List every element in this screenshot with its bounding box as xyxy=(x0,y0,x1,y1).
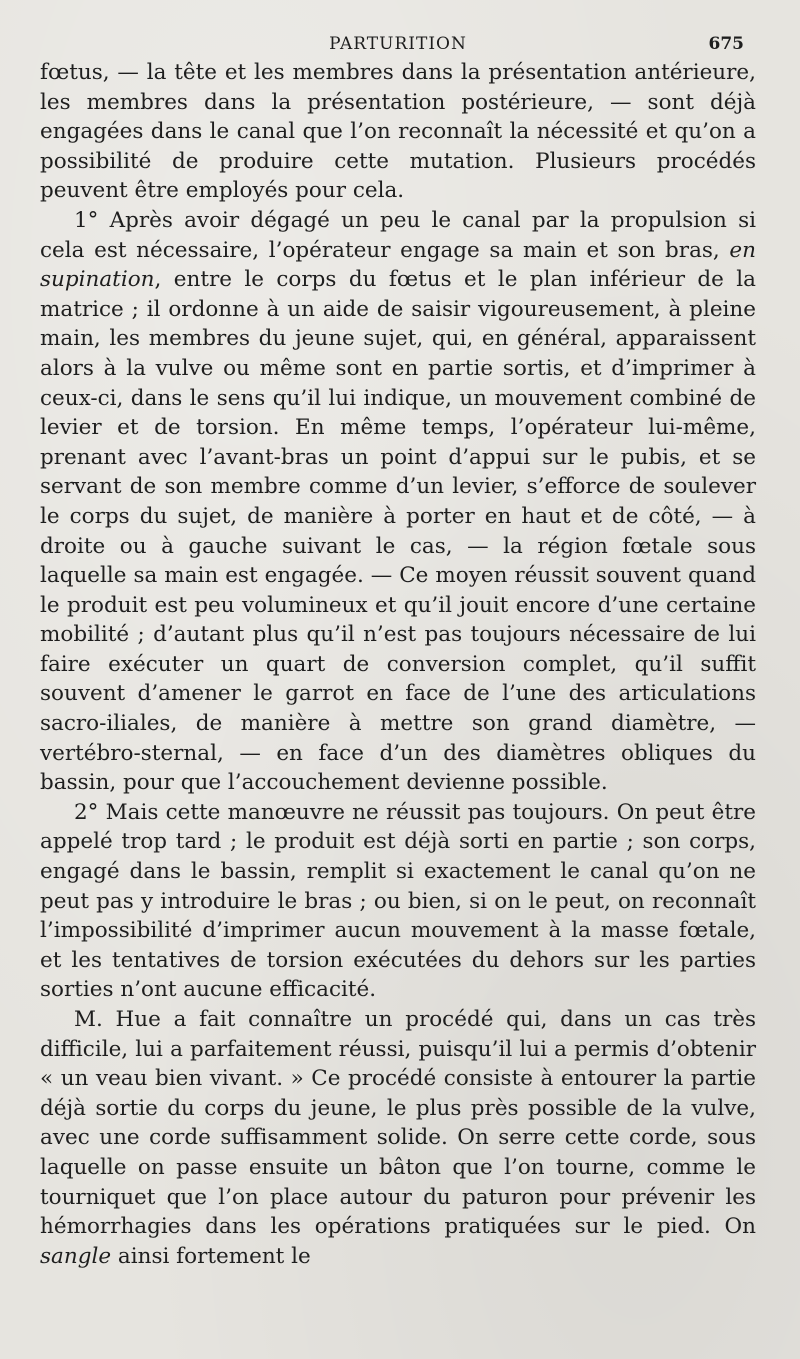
page-number: 675 xyxy=(708,34,744,54)
running-head xyxy=(40,28,756,58)
text-segment: fœtus, — la tête et les membres dans la présentation antérieure, les membres dans la présentation postérieure, — sont déjà engagées dans le canal que l’on reconnaît la nécessité et qu’on a possibilité de produire cette mutation. Plusieurs procédés peuvent être employés pour cela. xyxy=(40,60,756,204)
paragraph xyxy=(40,798,756,1005)
text-segment: M. Hue a fait connaître un procédé qui, dans un cas très difficile, lui a parfaitement réussi, puisqu’il lui a permis d’obtenir « un veau bien vivant. » Ce procédé consiste à entourer la partie déjà sortie du corps du jeune, le plus près possible de la vulve, avec une corde suffisamment solide. On serre cette corde, sous laquelle on passe ensuite un bâton que l’on tourne, comme le tourniquet que l’on place autour du paturon pour prévenir les hémorrhagies dans les opérations pratiquées sur le pied. On xyxy=(40,1007,756,1240)
italic-text: en supination xyxy=(40,237,756,293)
italic-text: sangle xyxy=(40,1243,112,1269)
running-title: PARTURITION xyxy=(329,34,467,54)
paragraph xyxy=(40,206,756,798)
body-text xyxy=(40,58,756,1271)
text-segment: 2° Mais cette manœuvre ne réussit pas toujours. On peut être appelé trop tard ; le produit est déjà sorti en partie ; son corps, engagé dans le bassin, remplit si exactement le canal qu’on ne peut pas y introduire le bras ; ou bien, si on le peut, on reconnaît l’impossibilité d’imprimer aucun mouvement à la masse fœtale, et les tentatives de torsion exécutées du dehors sur les parties sorties n’ont aucune efficacité. xyxy=(40,799,756,1003)
text-segment: , entre le corps du fœtus et le plan inférieur de la matrice ; il ordonne à un aide de saisir vigoureusement, à pleine main, les membres du jeune sujet, qui, en général, apparaissent alors à la vulve ou même sont en partie sortis, et d’imprimer à ceux-ci, dans le sens qu’il lui indique, un mouvement combiné de levier et de torsion. En même temps, l’opérateur lui-même, prenant avec l’avant-bras un point d’appui sur le pubis, et se servant de son membre comme d’un levier, s’efforce de soulever le corps du sujet, de manière à porter en haut et de côté, — à droite ou à gauche suivant le cas, — la région fœtale sous laquelle sa main est engagée. — Ce moyen réussit souvent quand le produit est peu volumineux et qu’il jouit encore d’une certaine mobilité ; d’autant plus qu’il n’est pas toujours nécessaire de lui faire exécuter un quart de conversion complet, qu’il suffit souvent d’amener le garrot en face de l’une des articulations sacro-iliales, de manière à mettre son grand diamètre, — vertébro-sternal, — en face d’un des diamètres obliques du bassin, pour que l’accouchement devienne possible. xyxy=(40,267,756,796)
paragraph xyxy=(40,1005,756,1271)
paragraph xyxy=(40,58,756,206)
text-segment: 1° Après avoir dégagé un peu le canal par la propulsion si cela est nécessaire, l’opérateur engage sa main et son bras, xyxy=(40,207,756,263)
text-segment: ainsi fortement le xyxy=(111,1243,311,1269)
